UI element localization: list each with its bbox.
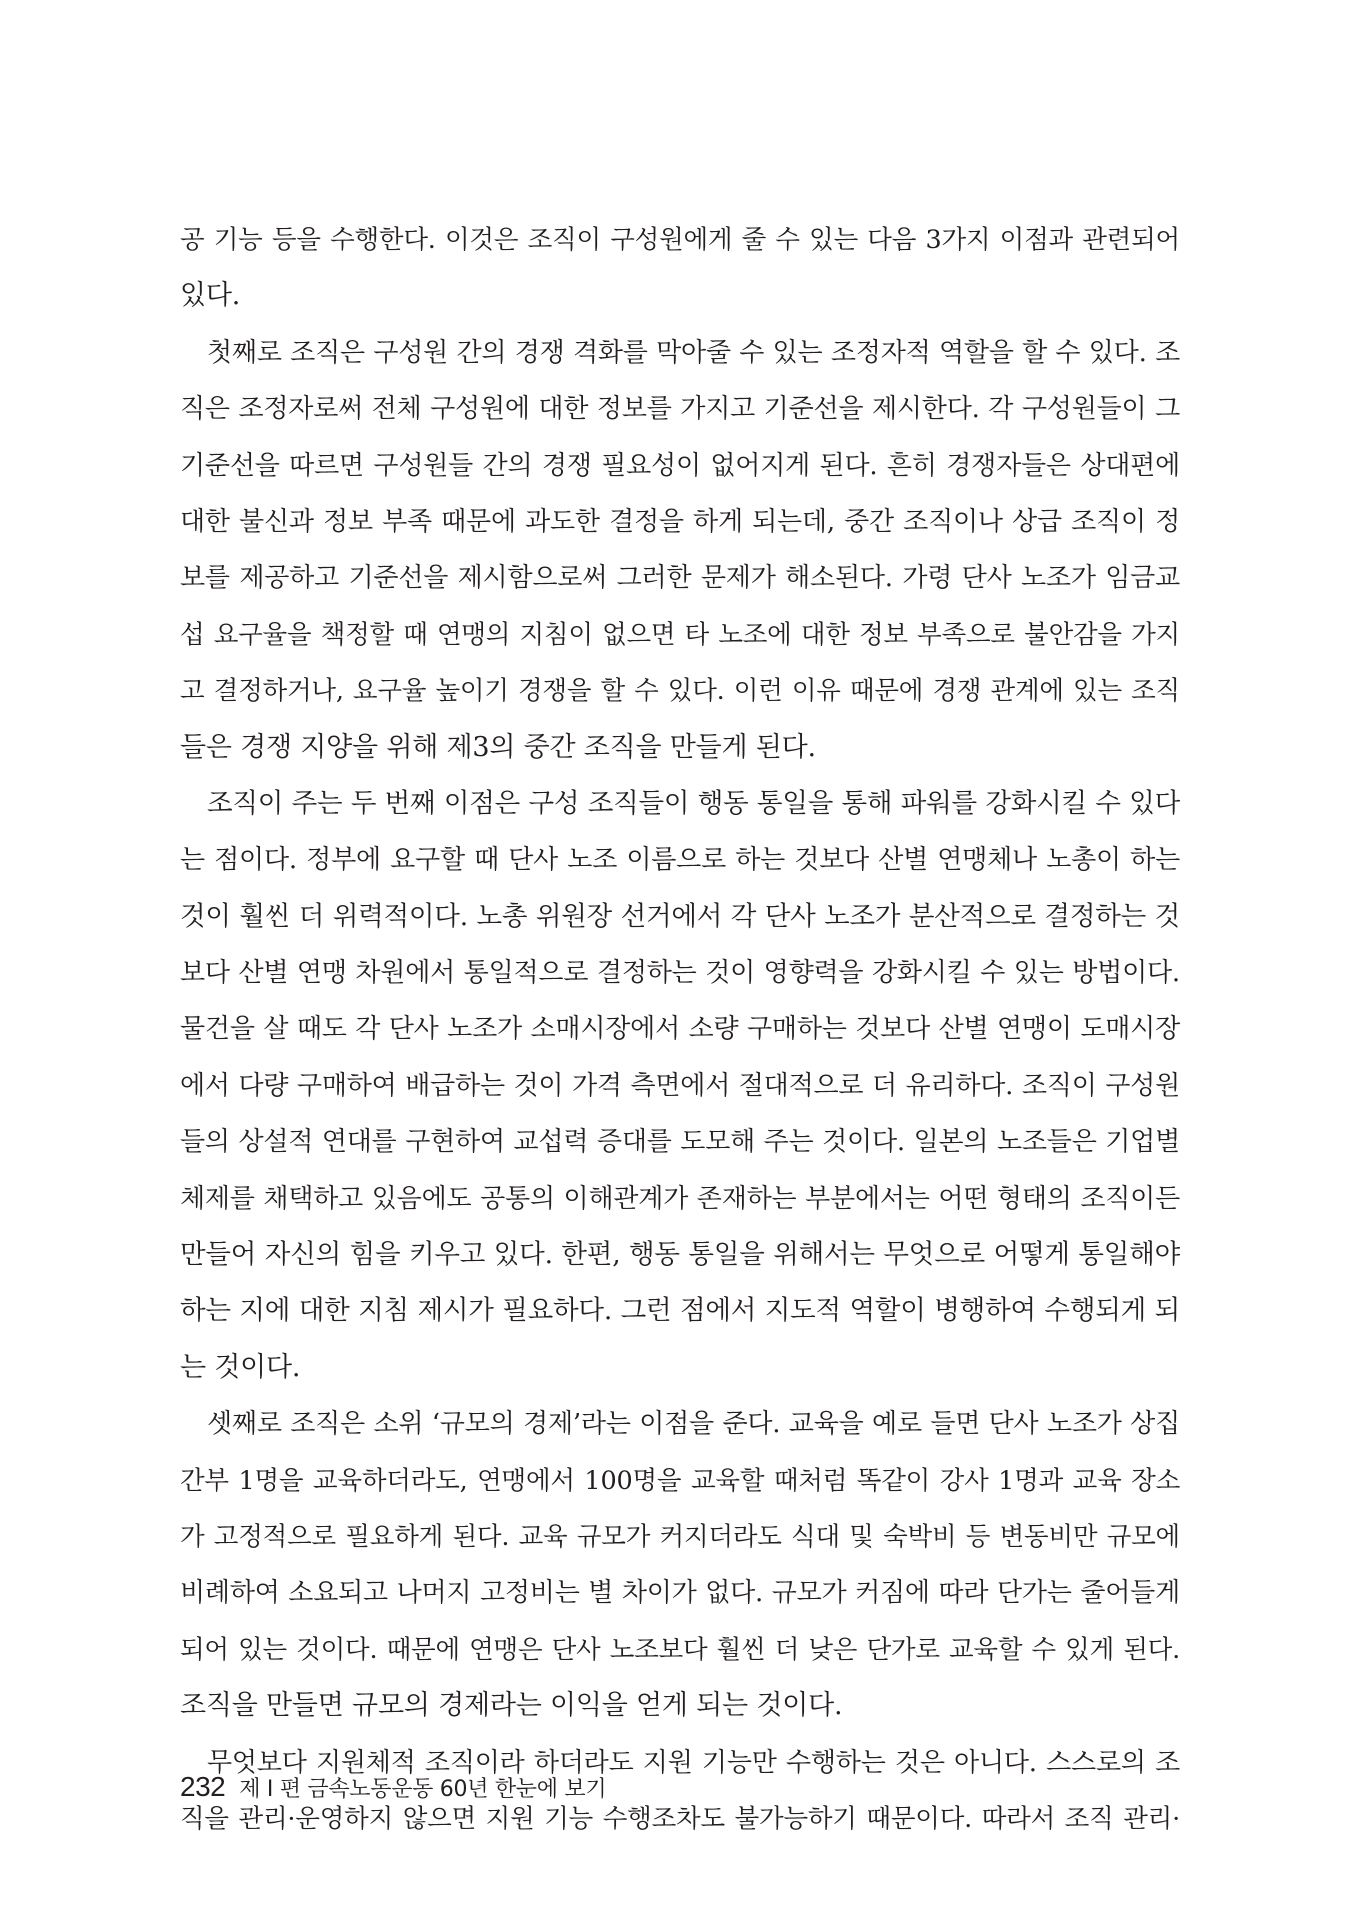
paragraph-first-line: 조직이 주는 두 번째 이점은 구성 조직들이 행동 통일을 통해 파워를 강화시킬 수 있다 <box>207 787 1180 819</box>
text-line: 되어 있는 것이다. 때문에 연맹은 단사 노조보다 훨씬 더 낮은 단가로 교육할 수 있게 된다. <box>180 1634 1180 1665</box>
paragraph-first-line: 무엇보다 지원체적 조직이라 하더라도 지원 기능만 수행하는 것은 아니다. 스스로의 조 <box>207 1747 1180 1778</box>
text-line: 고 결정하거나, 요구율 높이기 경쟁을 할 수 있다. 이런 이유 때문에 경쟁 관계에 있는 조직 <box>180 676 1180 707</box>
text-line: 비례하여 소요되고 나머지 고정비는 별 차이가 없다. 규모가 커짐에 따라 단가는 줄어들게 <box>180 1578 1180 1609</box>
text-line: 하는 지에 대한 지침 제시가 필요하다. 그런 점에서 지도적 역할이 병행하여 수행되게 되 <box>180 1295 1180 1327</box>
text-line: 간부 1명을 교육하더라도, 연맹에서 100명을 교육할 때처럼 똑같이 강사 1명과 교육 장소 <box>180 1465 1180 1496</box>
text-line: 만들어 자신의 힘을 키우고 있다. 한편, 행동 통일을 위해서는 무엇으로 어떻게 통일해야 <box>180 1239 1180 1271</box>
text-line: 것이 훨씬 더 위력적이다. 노총 위원장 선거에서 각 단사 노조가 분산적으로 결정하는 것 <box>180 900 1180 932</box>
text-line: 직은 조정자로써 전체 구성원에 대한 정보를 가지고 기준선을 제시한다. 각 구성원들이 그 <box>180 394 1180 425</box>
paragraph-first-line: 셋째로 조직은 소위 ‘규모의 경제’라는 이점을 준다. 교육을 예로 들면 단사 노조가 상집 <box>207 1409 1180 1440</box>
text-line: 들은 경쟁 지양을 위해 제3의 중간 조직을 만들게 된다. <box>180 731 816 763</box>
text-line: 보다 산별 연맹 차원에서 통일적으로 결정하는 것이 영향력을 강화시킬 수 있는 방법이다. <box>180 958 1180 989</box>
text-line: 체제를 채택하고 있음에도 공통의 이해관계가 존재하는 부분에서는 어떤 형태의 조직이든 <box>180 1183 1180 1214</box>
text-line: 가 고정적으로 필요하게 된다. 교육 규모가 커지더라도 식대 및 숙박비 등 변동비만 규모에 <box>180 1521 1180 1552</box>
page-body <box>180 212 1180 1847</box>
text-line: 직을 관리·운영하지 않으면 지원 기능 수행조차도 불가능하기 때문이다. 따라서 조직 관리· <box>180 1803 1180 1834</box>
text-line: 조직을 만들면 규모의 경제라는 이익을 얻게 되는 것이다. <box>180 1690 843 1722</box>
text-line: 들의 상설적 연대를 구현하여 교섭력 증대를 도모해 주는 것이다. 일본의 노조들은 기업별 <box>180 1127 1180 1158</box>
text-line: 대한 불신과 정보 부족 때문에 과도한 결정을 하게 되는데, 중간 조직이나 상급 조직이 정 <box>180 506 1180 537</box>
text-line: 는 것이다. <box>180 1351 301 1383</box>
page-number: 232 <box>180 1771 226 1802</box>
text-line: 있다. <box>180 280 241 312</box>
text-line: 는 점이다. 정부에 요구할 때 단사 노조 이름으로 하는 것보다 산별 연맹체나 노총이 하는 <box>180 845 1180 876</box>
text-line: 보를 제공하고 기준선을 제시함으로써 그러한 문제가 해소된다. 가령 단사 노조가 임금교 <box>180 563 1180 594</box>
text-line: 기준선을 따르면 구성원들 간의 경쟁 필요성이 없어지게 된다. 흔히 경쟁자들은 상대편에 <box>180 450 1180 481</box>
running-title: 제 I 편 금속노동운동 60년 한눈에 보기 <box>239 1777 607 1802</box>
paragraph-first-line: 첫째로 조직은 구성원 간의 경쟁 격화를 막아줄 수 있는 조정자적 역할을 할 수 있다. 조 <box>207 337 1180 368</box>
text-line: 공 기능 등을 수행한다. 이것은 조직이 구성원에게 줄 수 있는 다음 3가지 이점과 관련되어 <box>180 225 1180 255</box>
page-footer <box>180 1771 606 1807</box>
text-line: 섭 요구율을 책정할 때 연맹의 지침이 없으면 타 노조에 대한 정보 부족으로 불안감을 가지 <box>180 619 1180 650</box>
text-line: 물건을 살 때도 각 단사 노조가 소매시장에서 소량 구매하는 것보다 산별 연맹이 도매시장 <box>180 1014 1180 1045</box>
text-line: 에서 다량 구매하여 배급하는 것이 가격 측면에서 절대적으로 더 유리하다. 조직이 구성원 <box>180 1070 1180 1101</box>
